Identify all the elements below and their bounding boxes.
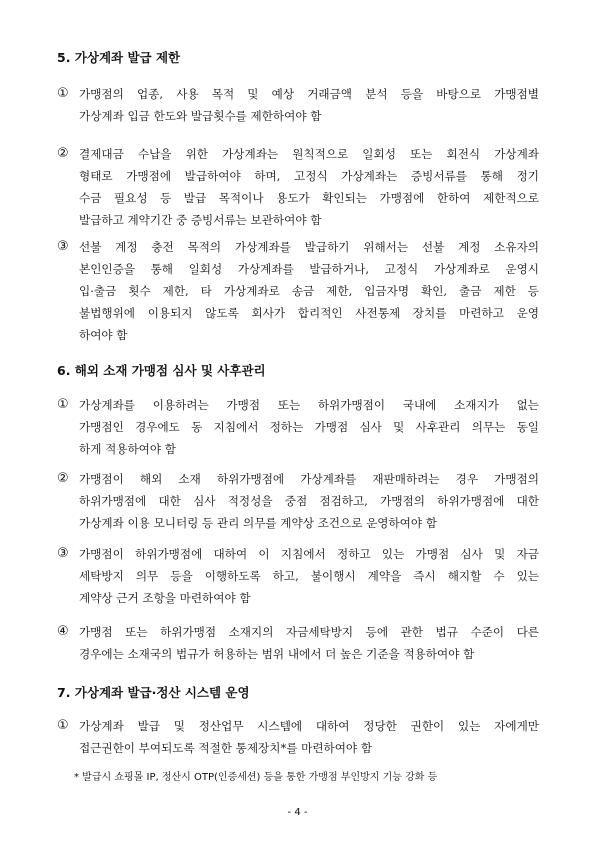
item-line: 가맹점이 하위가맹점에 대하여 이 지침에서 정하고 있는 가맹점 심사 및 자금 bbox=[79, 547, 539, 561]
page-number: - 4 - bbox=[287, 807, 308, 818]
item-line: 발급하고 계약기간 중 증빙서류는 보관하여야 함 bbox=[79, 213, 322, 227]
item-line: 가맹점의 업종, 사용 목적 및 예상 거래금액 분석 등을 바탕으로 가맹점별 bbox=[79, 87, 539, 101]
item-line: 하게 적용하여야 함 bbox=[79, 442, 176, 456]
item-number: ① bbox=[57, 718, 69, 733]
footnote: * 발급시 쇼핑몰 IP, 정산시 OTP(인증세션) 등을 통한 가맹점 부인방지 기능 강화 등 bbox=[74, 772, 438, 783]
item-number: ③ bbox=[57, 546, 69, 561]
item-line: 가상계좌 이용 모니터링 등 관리 의무를 계약상 조건으로 운영하여야 함 bbox=[79, 516, 437, 530]
item-line: 가상계좌 입금 한도와 발급횟수를 제한하여야 함 bbox=[79, 109, 322, 123]
item-line: 접근권한이 부여되도록 적절한 통제장치*를 마련하여야 함 bbox=[79, 741, 373, 755]
item-number: ② bbox=[57, 471, 69, 486]
section-5-heading: 5. 가상계좌 발급 제한 bbox=[57, 50, 181, 65]
item-line: 하여야 함 bbox=[79, 328, 128, 342]
item-line: 본인인증을 통해 일회성 가상계좌를 발급하거나, 고정식 가상계좌로 운영시 bbox=[79, 262, 539, 276]
item-line: 가상계좌 발급 및 정산업무 시스템에 대하여 정당한 권한이 있는 자에게만 bbox=[79, 719, 539, 733]
item-line: 가맹점 또는 하위가맹점 소재지의 자금세탁방지 등에 관한 법규 수준이 다른 bbox=[79, 625, 539, 639]
section-6-heading: 6. 해외 소재 가맹점 심사 및 사후관리 bbox=[57, 363, 266, 378]
item-line: 가맹점인 경우에도 동 지침에서 정하는 가맹점 심사 및 사후관리 의무는 동일 bbox=[79, 420, 539, 434]
item-line: 선불 계정 충전 목적의 가상계좌를 발급하기 위해서는 선불 계정 소유자의 bbox=[79, 240, 539, 254]
item-number: ① bbox=[57, 397, 69, 412]
item-number: ④ bbox=[57, 624, 69, 639]
item-line: 결제대금 수납을 위한 가상계좌는 원칙적으로 일회성 또는 회전식 가상계좌 bbox=[79, 147, 539, 161]
item-line: 경우에는 소재국의 법규가 허용하는 범위 내에서 더 높은 기준을 적용하여야 함 bbox=[79, 647, 475, 661]
item-line: 가상계좌를 이용하려는 가맹점 또는 하위가맹점이 국내에 소재지가 없는 bbox=[79, 398, 539, 412]
item-number: ③ bbox=[57, 239, 69, 254]
item-line: 형태로 가맹점에 발급하여야 하며, 고정식 가상계좌는 증빙서류를 통해 정기 bbox=[79, 169, 539, 183]
section-7-heading: 7. 가상계좌 발급·정산 시스템 운영 bbox=[57, 685, 250, 700]
item-line: 입·출금 횟수 제한, 타 가상계좌로 송금 제한, 입금자명 확인, 출금 제한 등 bbox=[79, 284, 539, 298]
item-line: 계약상 근거 조항을 마련하여야 함 bbox=[79, 591, 251, 605]
item-number: ① bbox=[57, 86, 69, 101]
item-line: 불법행위에 이용되지 않도록 회사가 합리적인 사전통제 장치를 마련하고 운영 bbox=[79, 306, 539, 320]
item-line: 가맹점이 해외 소재 하위가맹점에 가상계좌를 재판매하려는 경우 가맹점의 bbox=[79, 472, 539, 486]
item-line: 세탁방지 의무 등을 이행하도록 하고, 불이행시 계약을 즉시 해지할 수 있는 bbox=[79, 569, 539, 583]
item-line: 수금 필요성 등 발급 목적이나 용도가 확인되는 가맹점에 한하여 제한적으로 bbox=[79, 191, 539, 205]
item-number: ② bbox=[57, 146, 69, 161]
item-line: 하위가맹점에 대한 심사 적정성을 중점 점검하고, 가맹점의 하위가맹점에 대한 bbox=[79, 494, 539, 508]
